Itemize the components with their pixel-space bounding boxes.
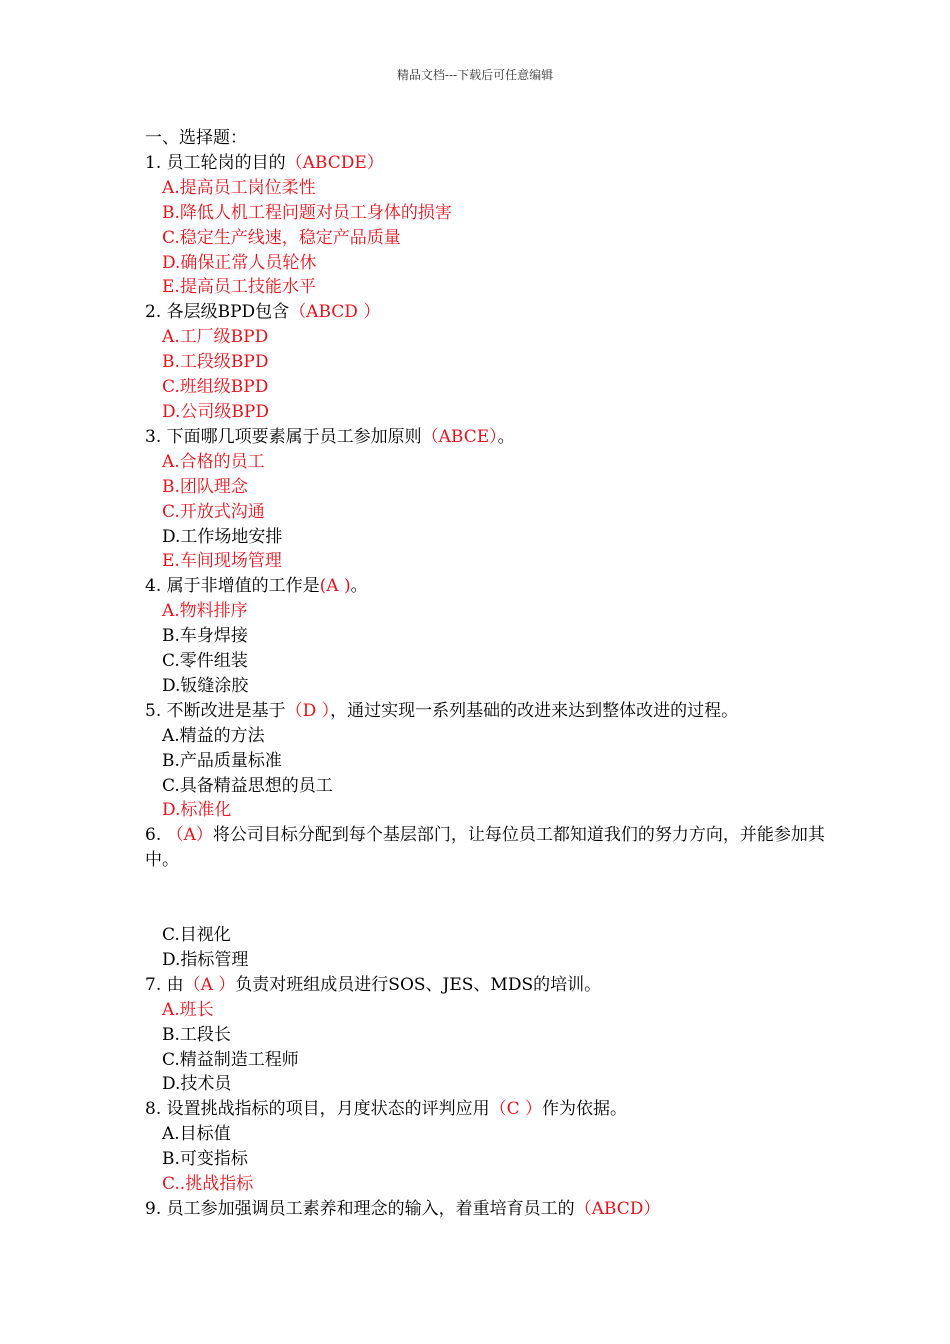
question-text: 5. 不断改进是基于 <box>145 700 286 721</box>
question-text: 6. <box>145 825 167 846</box>
question-text-after: 将公司目标分配到每个基层部门，让每位员工都知道我们的努力方向，并能参加其中。 <box>145 825 825 871</box>
option-item: E.提高员工技能水平 <box>162 277 316 298</box>
question-text: 8. 设置挑战指标的项目，月度状态的评判应用 <box>145 1099 490 1120</box>
answer-key: (A ) <box>319 576 351 597</box>
question-8 <box>145 1097 835 1122</box>
option-item: C.零件组装 <box>162 651 248 672</box>
question-text: 3. 下面哪几项要素属于员工参加原则 <box>145 426 422 447</box>
option-item: B.可变指标 <box>162 1149 248 1170</box>
answer-key: （A ） <box>183 974 236 995</box>
question-3 <box>145 425 835 450</box>
question-5 <box>145 699 835 724</box>
option-item: D.钣缝涂胶 <box>162 675 249 696</box>
option-item: C.目视化 <box>162 924 231 945</box>
option-item: B.工段级BPD <box>162 352 269 373</box>
option-item: D.技术员 <box>162 1074 232 1095</box>
option-item: B.产品质量标准 <box>162 750 282 771</box>
section-title: 一、选择题： <box>145 128 247 148</box>
page-header: 精品文档---下载后可任意编辑 <box>396 68 554 82</box>
question-text: 2. 各层级BPD包含 <box>145 302 290 323</box>
option-item: B.降低人机工程问题对员工身体的损害 <box>162 202 452 223</box>
question-6 <box>145 823 835 873</box>
option-item: D.公司级BPD <box>162 401 269 422</box>
option-item: C.具备精益思想的员工 <box>162 775 333 796</box>
question-text: 1. 员工轮岗的目的 <box>145 152 286 173</box>
option-item: D.标准化 <box>162 800 232 821</box>
question-text: 4. 属于非增值的工作是 <box>145 576 320 597</box>
answer-key: （D ） <box>285 700 331 721</box>
option-item: E.车间现场管理 <box>162 551 282 572</box>
answer-key: （ABCD） <box>574 1198 661 1219</box>
question-text: 7. 由 <box>145 974 184 995</box>
question-list <box>145 126 835 1222</box>
option-item: D.工作场地安排 <box>162 526 283 547</box>
option-item: A.精益的方法 <box>162 725 265 746</box>
answer-key: （ABCE） <box>421 426 498 447</box>
answer-key: （C ） <box>489 1099 543 1120</box>
answer-key: （A） <box>166 825 213 846</box>
option-item: A.提高员工岗位柔性 <box>162 177 316 198</box>
option-item: B.工段长 <box>162 1024 231 1045</box>
answer-key: （ABCDE） <box>285 152 384 173</box>
question-2 <box>145 300 835 325</box>
blank-space <box>145 873 835 923</box>
option-item: B.车身焊接 <box>162 626 248 647</box>
question-text: 9. 员工参加强调员工素养和理念的输入，着重培育员工的 <box>145 1198 575 1219</box>
option-item: C.班组级BPD <box>162 377 269 398</box>
question-text-after: ，通过实现一系列基础的改进来达到整体改进的过程。 <box>330 700 739 721</box>
option-item: A.工厂级BPD <box>162 327 269 348</box>
option-item: A.班长 <box>162 999 214 1020</box>
question-1 <box>145 151 835 176</box>
question-text-after: 负责对班组成员进行SOS、JES、MDS的培训。 <box>235 974 602 995</box>
question-text-after: 。 <box>497 426 515 447</box>
question-text-after: 。 <box>350 576 368 597</box>
option-item: C.精益制造工程师 <box>162 1049 299 1070</box>
option-item: B.团队理念 <box>162 476 248 497</box>
question-9 <box>145 1197 835 1222</box>
option-item: D.确保正常人员轮休 <box>162 252 317 273</box>
answer-key: （ABCD ） <box>289 302 381 323</box>
option-item: C.开放式沟通 <box>162 501 265 522</box>
option-item: A.物料排序 <box>162 601 248 622</box>
question-text-after: 作为依据。 <box>542 1099 628 1120</box>
question-7 <box>145 973 835 998</box>
option-item: A.目标值 <box>162 1124 231 1145</box>
question-4 <box>145 574 835 599</box>
option-item: D.指标管理 <box>162 949 249 970</box>
option-item: C..挑战指标 <box>162 1174 254 1195</box>
option-item: C.稳定生产线速，稳定产品质量 <box>162 227 401 248</box>
option-item: A.合格的员工 <box>162 451 265 472</box>
